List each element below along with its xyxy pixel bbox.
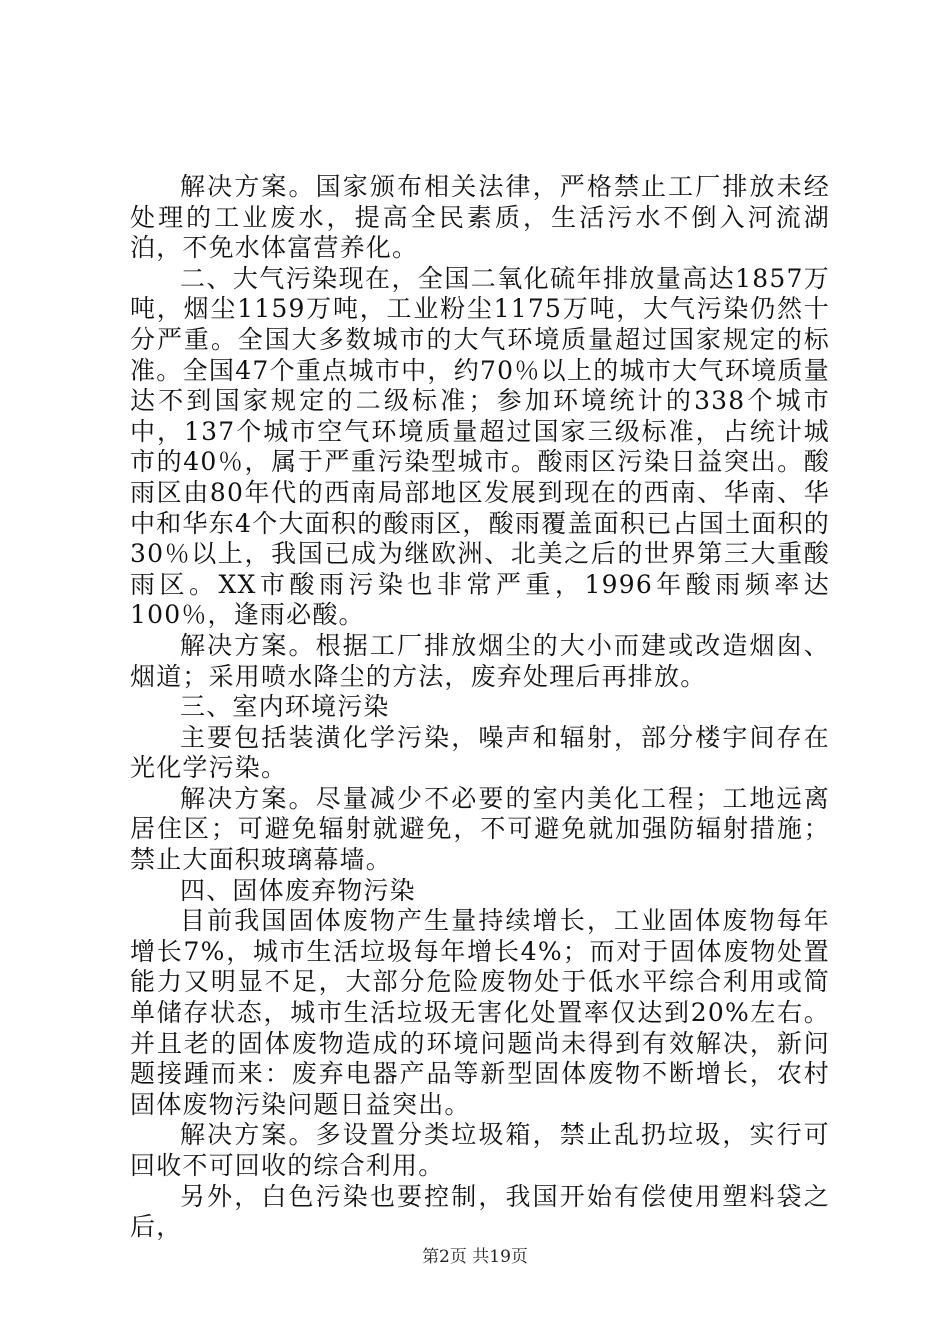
heading-solid-waste: 四、固体废弃物污染: [180, 875, 416, 905]
paragraph-solid-waste: 目前我国固体废物产生量持续增长，工业固体废物每年增长7%，城市生活垃圾每年增长4%；而对于固体废物处置能力又明显不足，大部分危险废物处于低水平综合利用或简单储存状态，城市生活垃圾无害化处置率仅达到20%左右。并且老的固体废物造成的环境问题尚未得到有效解决，新问题接踵而来：废弃电器产品等新型固体废物不断增长，农村固体废物污染问题日益突出。: [130, 906, 830, 1119]
paragraph-air-pollution: 二、大气污染现在，全国二氧化硫年排放量高达1857万吨，烟尘1159万吨，工业粉尘1175万吨，大气污染仍然十分严重。全国大多数城市的大气环境质量超过国家规定的标准。全国47个重点城市中，约70％以上的城市大气环境质量达不到国家规定的二级标准；参加环境统计的338个城市中，137个城市空气环境质量超过国家三级标准，占统计城市的40％，属于严重污染型城市。酸雨区污染日益突出。酸雨区由80年代的西南局部地区发展到现在的西南、华南、华中和华东4个大面积的酸雨区，酸雨覆盖面积已占国土面积的30％以上，我国已成为继欧洲、北美之后的世界第三大重酸雨区。XX市酸雨污染也非常严重，1996年酸雨频率达100％，逢雨必酸。: [130, 263, 830, 630]
page-footer: 第2页 共19页: [422, 1247, 528, 1267]
paragraph-air-solution: 解决方案。根据工厂排放烟尘的大小而建或改造烟囱、烟道；采用喷水降尘的方法，废弃处理后再排放。: [130, 630, 830, 691]
document-body: [130, 172, 830, 1243]
paragraph-white-pollution: 另外，白色污染也要控制，我国开始有偿使用塑料袋之后，: [130, 1181, 830, 1242]
paragraph-water-solution: 解决方案。国家颁布相关法律，严格禁止工厂排放未经处理的工业废水，提高全民素质，生活污水不倒入河流湖泊，不免水体富营养化。: [130, 172, 830, 263]
heading-indoor-pollution: 三、室内环境污染: [180, 692, 390, 722]
paragraph-indoor-solution: 解决方案。尽量减少不必要的室内美化工程；工地远离居住区；可避免辐射就避免，不可避免就加强防辐射措施；禁止大面积玻璃幕墙。: [130, 783, 830, 875]
paragraph-solid-waste-solution: 解决方案。多设置分类垃圾箱，禁止乱扔垃圾，实行可回收不可回收的综合利用。: [130, 1120, 830, 1180]
paragraph-indoor-pollution: 主要包括装潢化学污染，噪声和辐射，部分楼宇间存在光化学污染。: [130, 722, 830, 783]
